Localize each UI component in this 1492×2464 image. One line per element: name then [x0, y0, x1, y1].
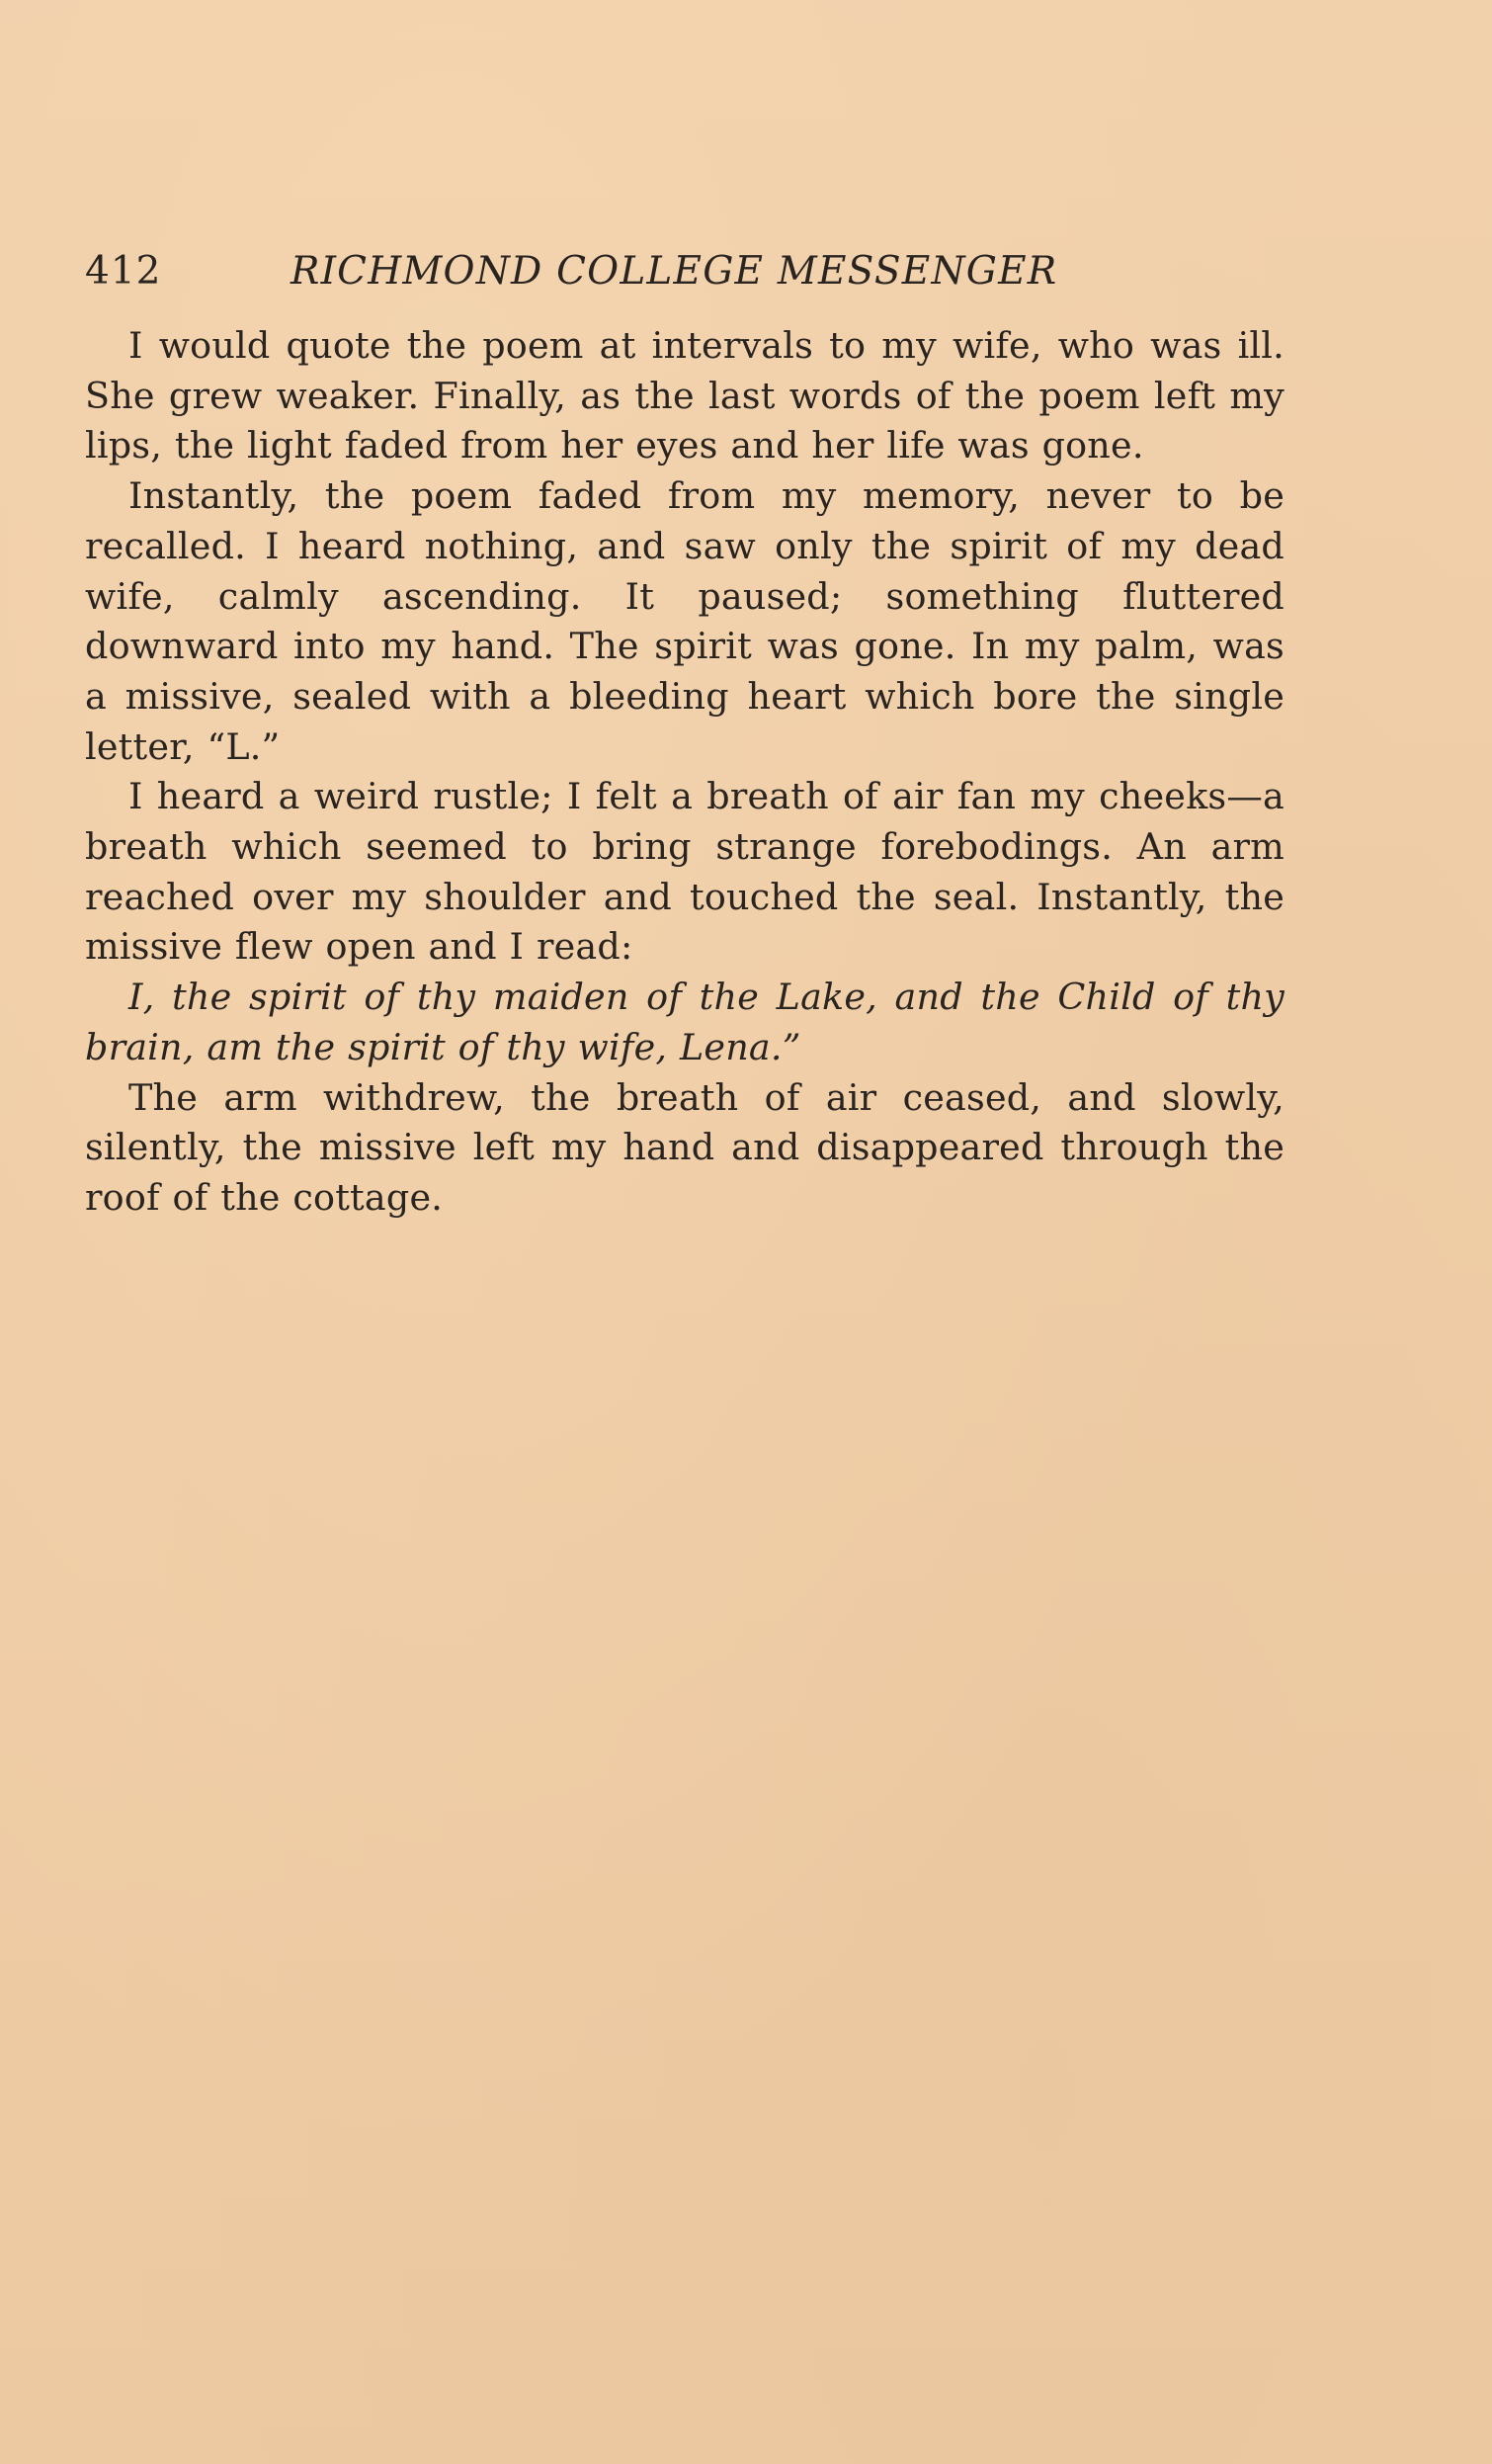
- paragraph: I would quote the poem at intervals to my wife, who was ill. She grew weaker. Finally, as the last words of the poem left my lips, the light faded from her eyes and her life was gone.: [85, 324, 1285, 467]
- page-number: 412: [85, 249, 162, 294]
- quoted-message: I, the spirit of thy maiden of the Lake, and the Child of thy brain, am the spirit of thy wife, Lena.”: [85, 976, 1285, 1068]
- paragraph: The arm withdrew, the breath of air ceased, and slowly, silently, the missive left my hand and disappeared through the roof of the cottage.: [85, 1075, 1285, 1219]
- paragraph: I heard a weird rustle; I felt a breath of air fan my cheeks—a breath which seemed to bring strange forebodings. An arm reached over my shoulder and touched the seal. Instantly, the missive flew open and I read:: [85, 775, 1285, 969]
- running-head: [85, 237, 1285, 306]
- journal-title: RICHMOND COLLEGE MESSENGER: [290, 249, 1058, 294]
- page-content: [85, 237, 1285, 1224]
- paragraph: Instantly, the poem faded from my memory, never to be recalled. I heard nothing, and saw only the spirit of my dead wife, calmly ascending. It paused; something fluttered downward into my hand. The spirit was gone. In my palm, was a missive, sealed with a bleeding heart which bore the single letter, “L.”: [85, 474, 1285, 768]
- body-text: [85, 321, 1285, 1224]
